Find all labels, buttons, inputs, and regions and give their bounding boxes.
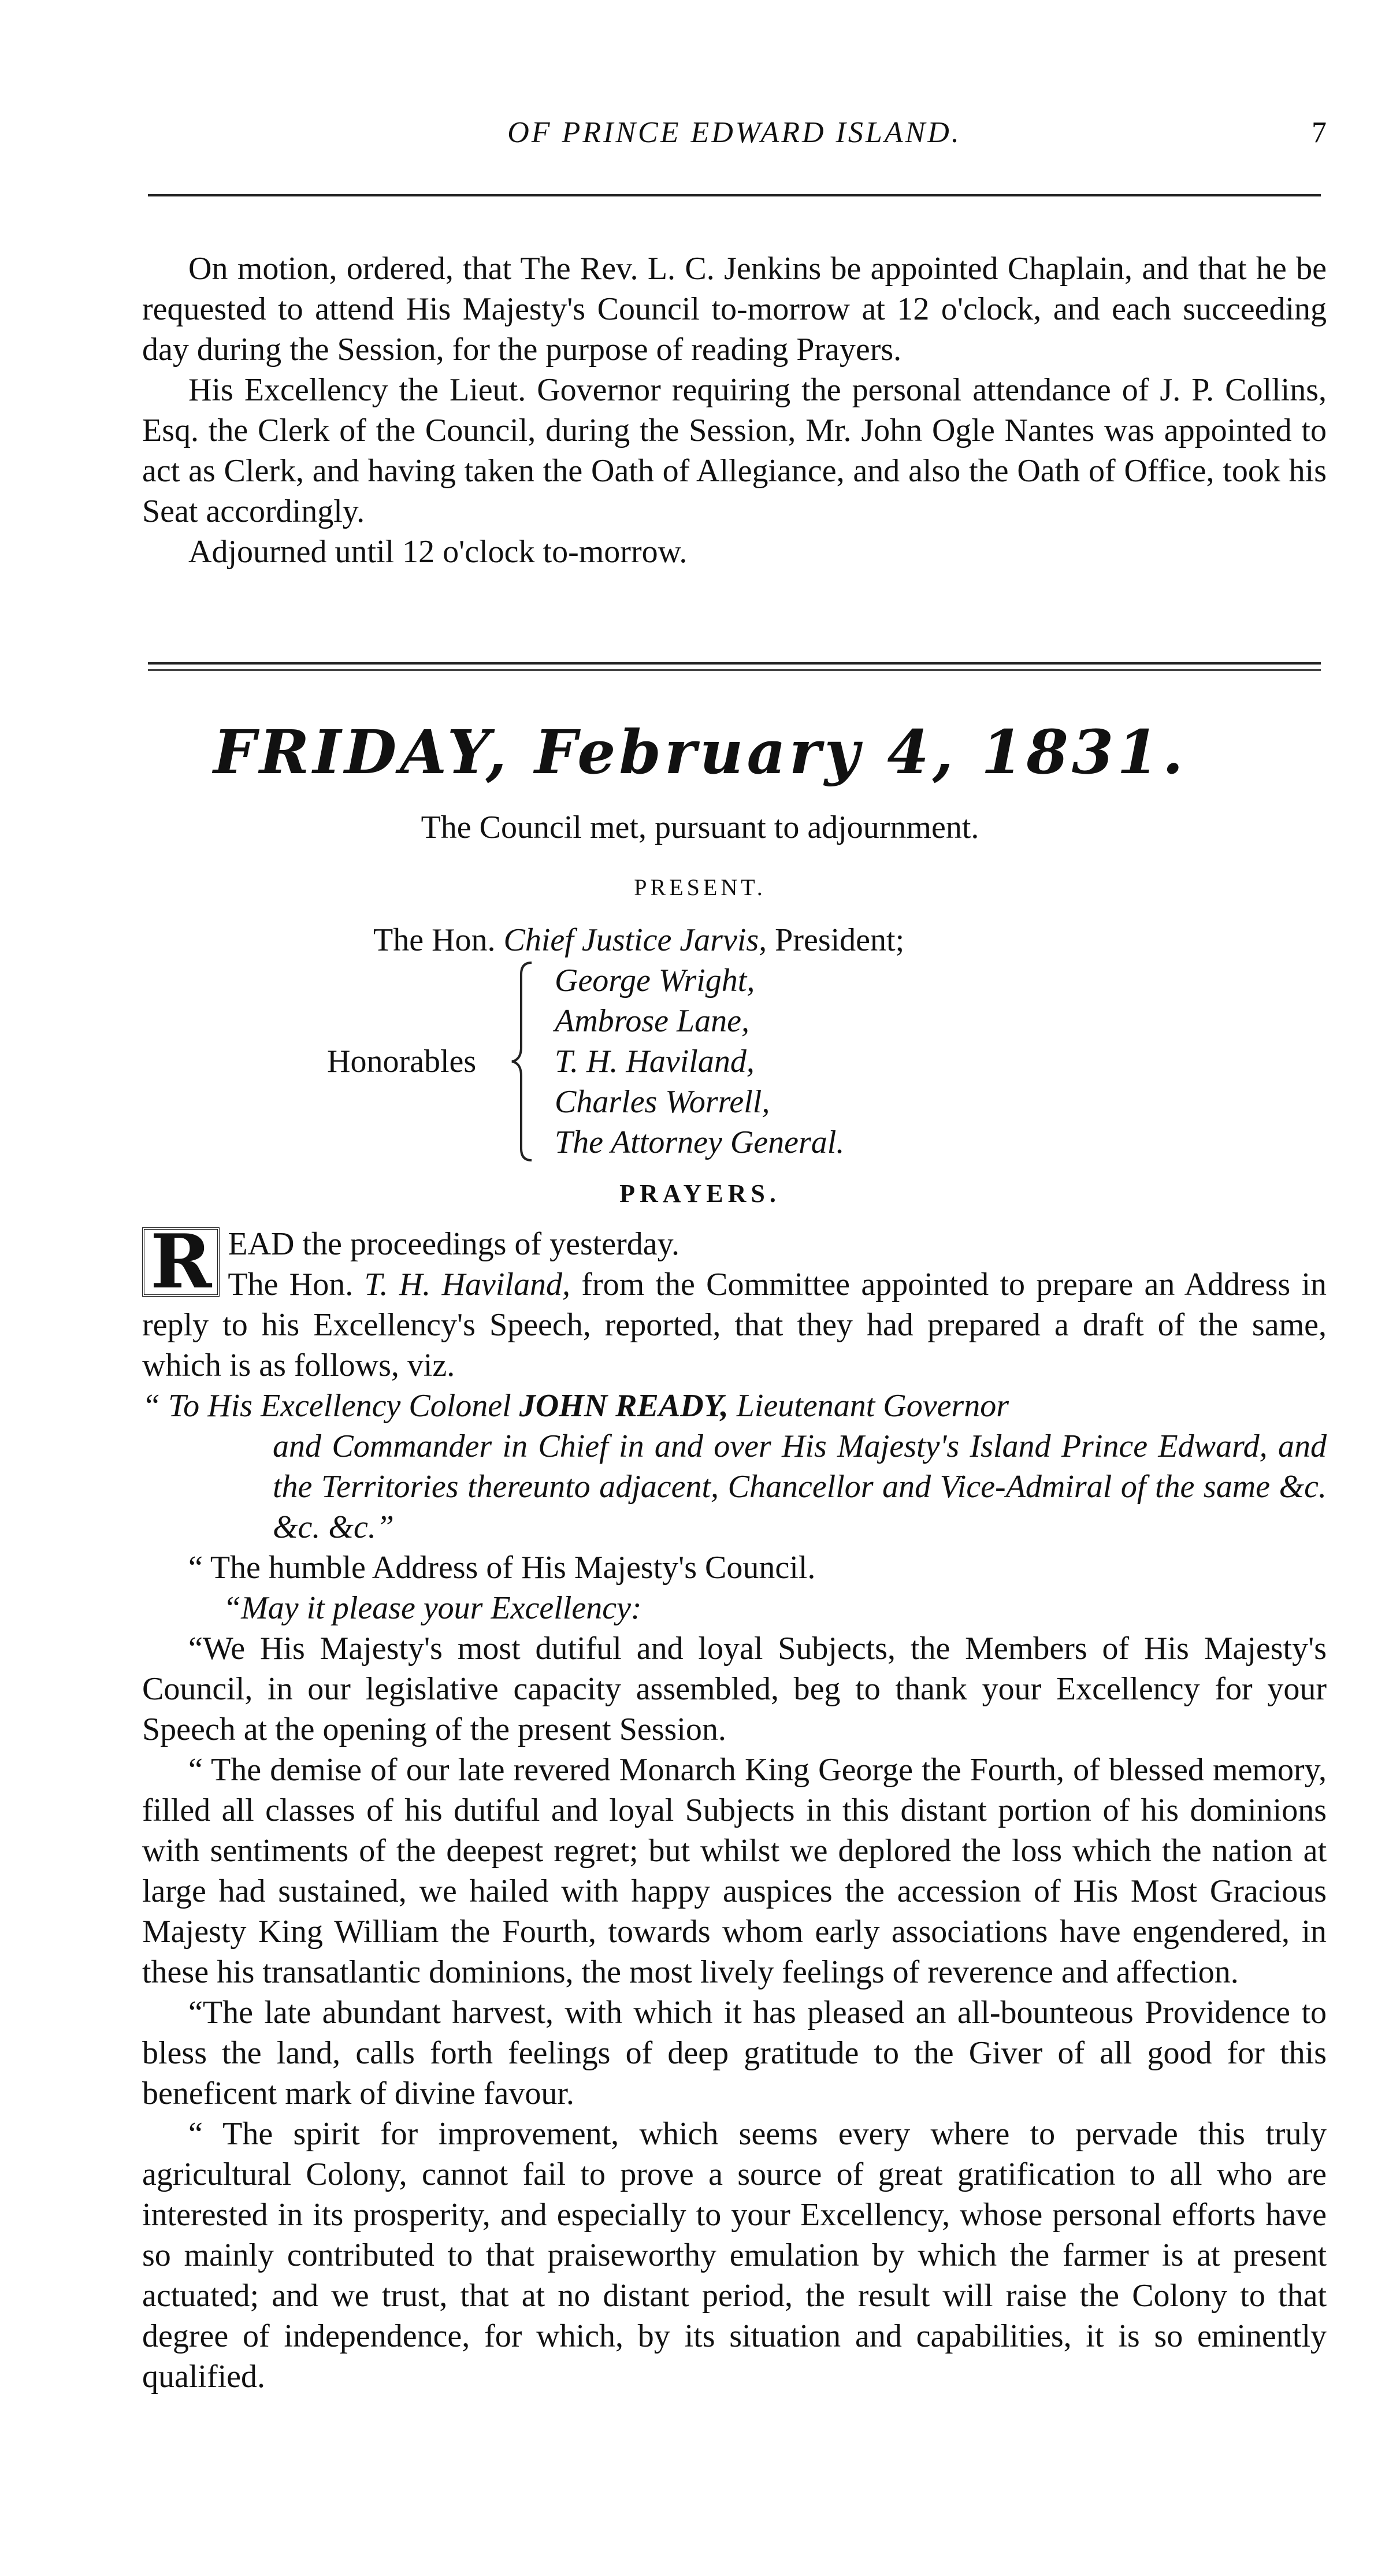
address-to-part-b: Lieutenant Governor — [736, 1388, 1009, 1424]
humble-address-line: “ The humble Address of His Majesty's Council. — [188, 1550, 816, 1586]
drop-cap: R — [142, 1227, 220, 1297]
read-proceedings — [142, 1219, 1327, 1386]
section-divider-rule — [148, 662, 1321, 665]
header-rule — [148, 194, 1321, 196]
president-prefix: The Hon. — [373, 922, 496, 958]
address-to-part-a: “ To His Excellency Colonel — [142, 1388, 511, 1424]
haviland-prefix: The Hon. — [228, 1267, 354, 1302]
page-number: 7 — [1312, 116, 1327, 149]
prayers-label: PRAYERS. — [619, 1179, 781, 1208]
president-line — [373, 920, 904, 960]
present-label: PRESENT. — [634, 874, 766, 900]
section-2-text — [142, 1219, 1327, 2397]
honorables-list — [555, 960, 844, 1163]
section-1-text — [142, 248, 1327, 572]
paragraph-chaplain: On motion, ordered, that The Rev. L. C. Jenkins be appointed Chaplain, and that he be requested to attend His Majesty's Council to-morrow at 12 o'clock, and each succeeding day during the Session, for the purpose of reading Prayers. — [142, 251, 1327, 368]
member-name: Ambrose Lane, — [555, 1003, 750, 1039]
address-paragraph: “ The spirit for improvement, which seems every where to pervade this truly agricultural Colony, cannot fail to prove a source of great gratification to all who are interested in its prosperity, and especially to your Excellency, whose personal efforts have so mainly contributed to that praiseworthy emulation by which the farmer is at present actuated; and we trust, that at no distant period, the result will raise the Colony to that degree of independence, for which, by its situation and capabilities, it is so eminently qualified. — [142, 2116, 1327, 2395]
running-title: OF PRINCE EDWARD ISLAND. — [507, 116, 961, 149]
met-line: The Council met, pursuant to adjournment. — [421, 810, 979, 845]
address-paragraph: “ The demise of our late revered Monarch King George the Fourth, of blessed memory, filled all classes of his dutiful and loyal Subjects in this distant portion of his dominions with sentiments of the deepest regret; but whilst we deplored the loss which the nation at large had sustained, we hailed with happy auspices the accession of His Most Gracious Majesty King William the Fourth, towards whom early associations have engendered, in these his transatlantic dominions, the most lively feelings of reverence and affection. — [142, 1752, 1327, 1990]
read-proceedings-text: EAD the proceedings of yesterday. — [228, 1226, 680, 1262]
address-to-continuation: and Commander in Chief in and over His Majesty's Island Prince Edward, and the Territories thereunto adjacent, Chancellor and Vice-Admiral of the same &c. &c. &c.” — [273, 1428, 1327, 1545]
running-head — [142, 116, 1327, 162]
member-name: The Attorney General. — [555, 1124, 845, 1160]
curly-brace — [508, 960, 537, 1163]
section-divider-rule-2 — [148, 669, 1321, 671]
address-to-name: JOHN READY, — [519, 1388, 729, 1424]
paragraph-clerk: His Excellency the Lieut. Governor requiring the personal attendance of J. P. Collins, Esq. the Clerk of the Council, during the Session, Mr. John Ogle Nantes was appointed to act as Clerk, and having taken the Oath of Allegiance, and also the Oath of Office, took his Seat accordingly. — [142, 372, 1327, 529]
member-name: T. H. Haviland, — [555, 1044, 755, 1079]
member-name: Charles Worrell, — [555, 1084, 770, 1120]
address-heading — [142, 1386, 1327, 1547]
salutation: “May it please your Excellency: — [223, 1590, 642, 1626]
honorables-label: Honorables — [327, 1044, 477, 1079]
paragraph-adjourned: Adjourned until 12 o'clock to-morrow. — [188, 534, 688, 570]
member-name: George Wright, — [555, 963, 755, 999]
address-paragraph: “The late abundant harvest, with which it has pleased an all-bounteous Providence to bless the land, calls forth feelings of deep gratitude to the Giver of all good for this beneficent mark of divine favour. — [142, 1995, 1327, 2111]
president-name: Chief Justice Jarvis, — [503, 922, 767, 958]
haviland-name: T. H. Haviland, — [364, 1267, 570, 1302]
date-heading: FRIDAY, February 4, 1831. — [213, 717, 1187, 788]
address-paragraph: “We His Majesty's most dutiful and loyal Subjects, the Members of His Majesty's Council, in our legislative capacity assembled, beg to thank your Excellency for your Speech at the opening of the present Session. — [142, 1631, 1327, 1747]
president-suffix: President; — [775, 922, 905, 958]
haviland-report: from the Committee appointed to prepare an Address in reply to his Excellency's Speech, reported, that they had prepared a draft of the same, which is as follows, viz. — [142, 1267, 1327, 1383]
